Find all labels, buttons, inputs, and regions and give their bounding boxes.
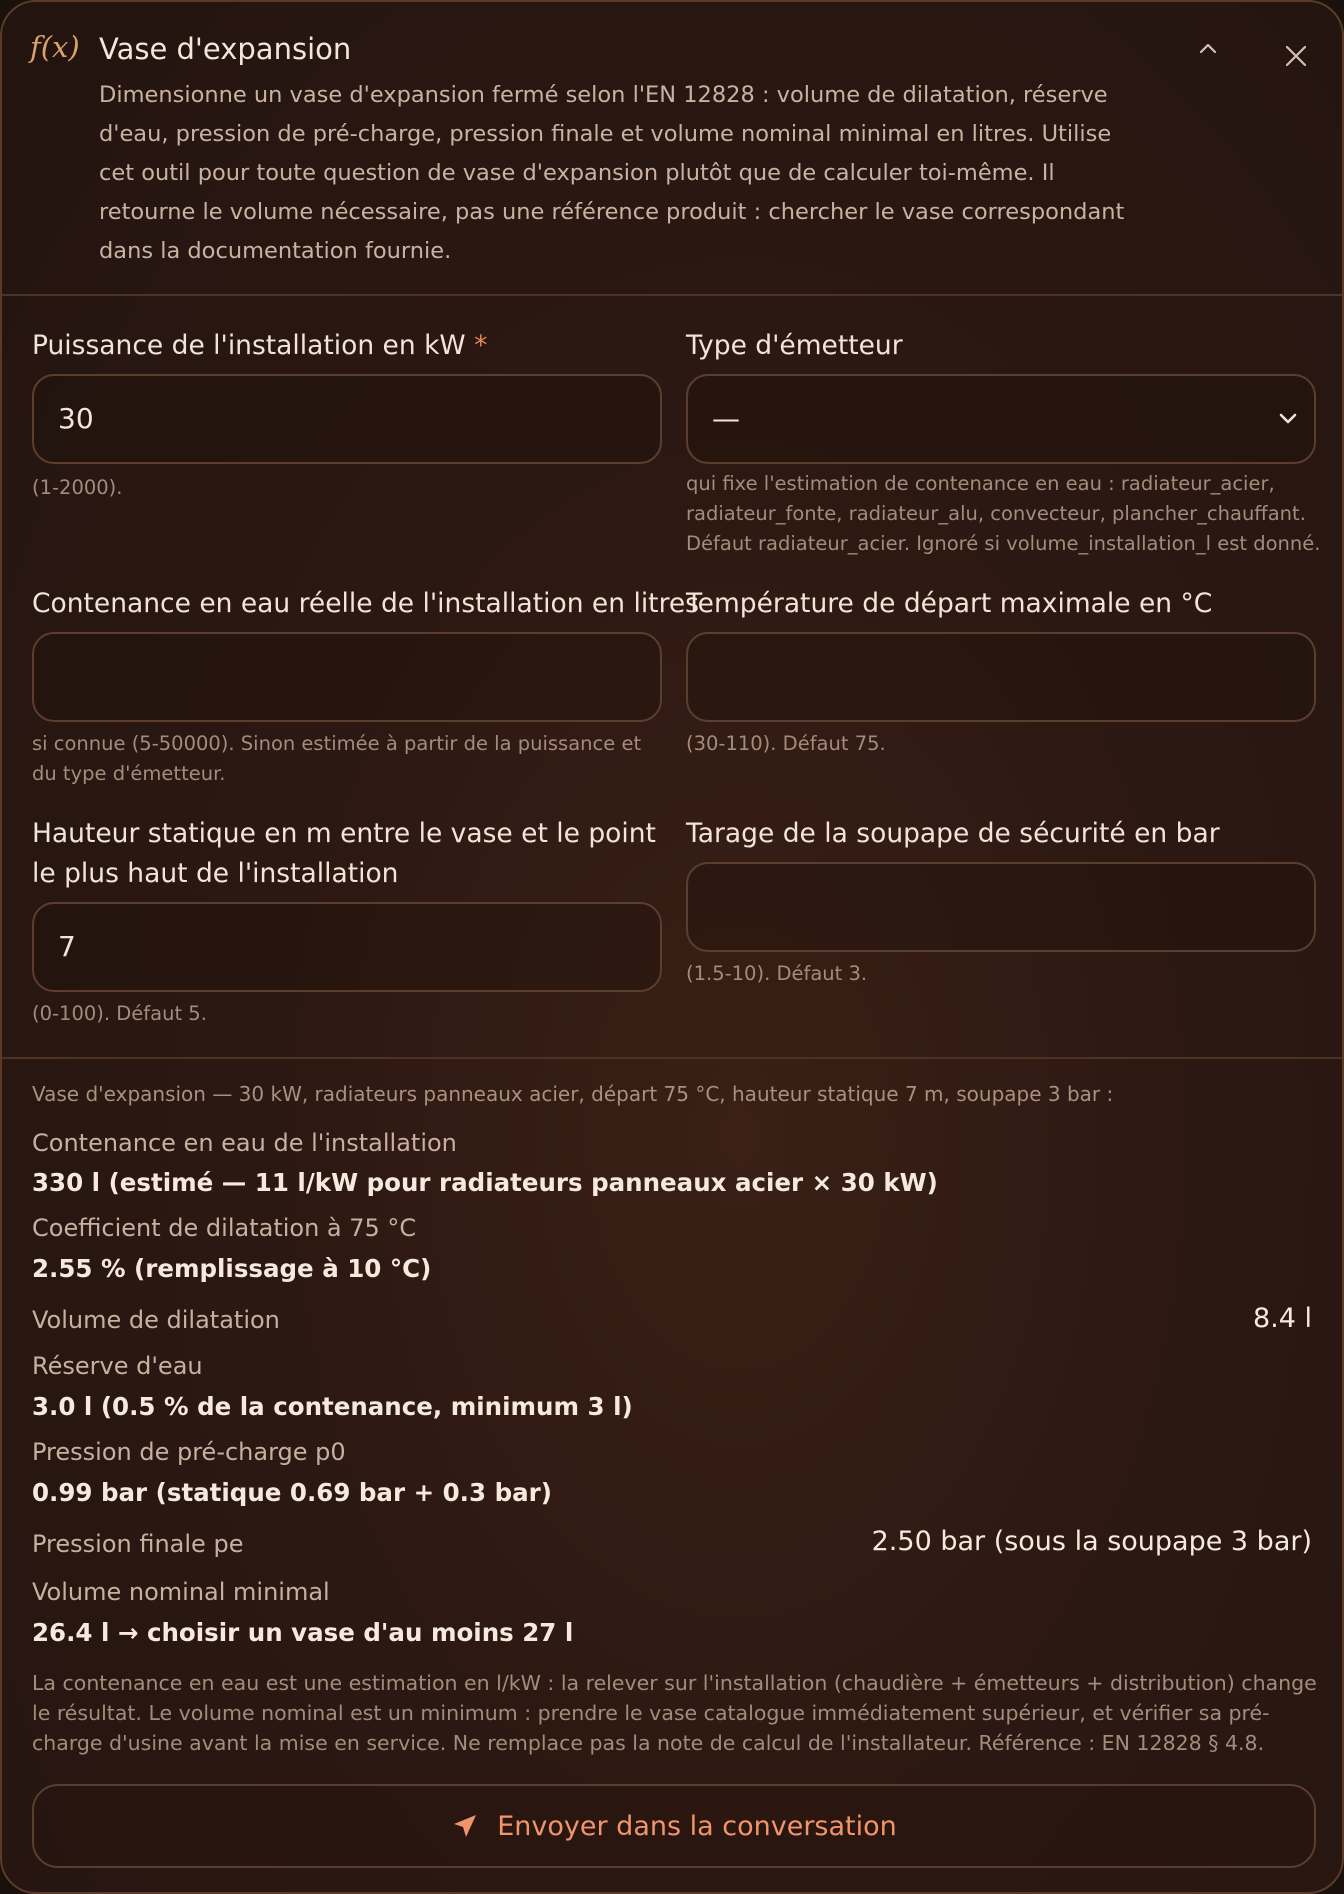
chevron-up-icon[interactable]	[1192, 32, 1224, 64]
send-to-conversation-button[interactable]	[32, 1784, 1316, 1868]
contenance-hint: si connue (5-50000). Sinon estimée à partir de la puissance et du type d'émetteur.	[32, 732, 642, 785]
temperature-label: Température de départ maximale en °C	[686, 588, 1213, 619]
close-icon[interactable]	[1280, 40, 1312, 72]
contenance-label: Contenance en eau réelle de l'installation en litres	[32, 588, 699, 619]
puissance-input[interactable]: 30	[32, 374, 662, 464]
volume-nominal-value: 26.4 l → choisir un vase d'au moins 27 l	[32, 1618, 574, 1647]
puissance-label	[32, 326, 487, 366]
temperature-hint: (30-110). Défaut 75.	[686, 732, 886, 755]
fx-icon: f(x)	[30, 30, 80, 64]
type-emetteur-selected: —	[712, 402, 740, 435]
hauteur-label: Hauteur statique en m entre le vase et le point le plus haut de l'installation	[32, 818, 656, 889]
tarage-label: Tarage de la soupape de sécurité en bar	[686, 818, 1220, 849]
send-button-label: Envoyer dans la conversation	[497, 1810, 897, 1842]
reserve-label: Réserve d'eau	[32, 1352, 203, 1380]
contenance-result-value: 330 l (estimé — 11 l/kW pour radiateurs panneaux acier × 30 kW)	[32, 1168, 938, 1197]
coefficient-result-label: Coefficient de dilatation à 75 °C	[32, 1214, 417, 1242]
reserve-value: 3.0 l (0.5 % de la contenance, minimum 3 l)	[32, 1392, 633, 1421]
volume-nominal-label: Volume nominal minimal	[32, 1578, 330, 1606]
hauteur-input[interactable]: 7	[32, 902, 662, 992]
puissance-label-text: Puissance de l'installation en kW	[32, 330, 466, 361]
divider	[2, 1057, 1342, 1059]
puissance-hint: (1-2000).	[32, 476, 123, 499]
contenance-result-label: Contenance en eau de l'installation	[32, 1129, 457, 1157]
tool-header	[2, 2, 1342, 296]
volume-dilatation-value: 8.4 l	[1252, 1303, 1312, 1334]
result-intro: Vase d'expansion — 30 kW, radiateurs panneaux acier, départ 75 °C, hauteur statique 7 m, soupape 3 bar :	[32, 1082, 1114, 1106]
hauteur-hint: (0-100). Défaut 5.	[32, 1002, 207, 1025]
pression-finale-value: 2.50 bar (sous la soupape 3 bar)	[871, 1526, 1312, 1557]
coefficient-result-value: 2.55 % (remplissage à 10 °C)	[32, 1254, 432, 1283]
precharge-label: Pression de pré-charge p0	[32, 1438, 346, 1466]
chevron-down-icon	[1276, 406, 1300, 430]
tool-title: Vase d'expansion	[99, 32, 352, 66]
result-note: La contenance en eau est une estimation en l/kW : la relever sur l'installation (chaudière + émetteurs + distribution) change le résultat. Le volume nominal est un minimum : prendre le vase catalogue immédiatement supérieur, et vérifier sa pré-charge d'usine avant la mise en service. Ne remplace pas la note de calcul de l'installateur. Référence : EN 12828 § 4.8.	[32, 1671, 1317, 1755]
required-mark: *	[474, 330, 488, 361]
tarage-input[interactable]	[686, 862, 1316, 952]
tarage-hint: (1.5-10). Défaut 3.	[686, 962, 868, 985]
pression-finale-label: Pression finale pe	[32, 1530, 244, 1558]
volume-dilatation-label: Volume de dilatation	[32, 1306, 280, 1334]
type-emetteur-select[interactable]	[686, 374, 1316, 464]
tool-description: Dimensionne un vase d'expansion fermé selon l'EN 12828 : volume de dilatation, réserve d'eau, pression de pré-charge, pression finale et volume nominal minimal en litres. Utilise cet outil pour toute question de vase d'expansion plutôt que de calculer toi-même. Il retourne le volume nécessaire, pas une référence produit : chercher le vase correspondant dans la documentation fournie.	[99, 82, 1125, 264]
type-emetteur-label: Type d'émetteur	[686, 330, 903, 361]
precharge-value: 0.99 bar (statique 0.69 bar + 0.3 bar)	[32, 1478, 552, 1507]
contenance-input[interactable]	[32, 632, 662, 722]
send-icon	[451, 1812, 479, 1840]
type-emetteur-hint: qui fixe l'estimation de contenance en eau : radiateur_acier, radiateur_fonte, radiateur_alu, convecteur, plancher_chauffant. Défaut radiateur_acier. Ignoré si volume_installation_l est donné.	[686, 472, 1321, 555]
temperature-input[interactable]	[686, 632, 1316, 722]
